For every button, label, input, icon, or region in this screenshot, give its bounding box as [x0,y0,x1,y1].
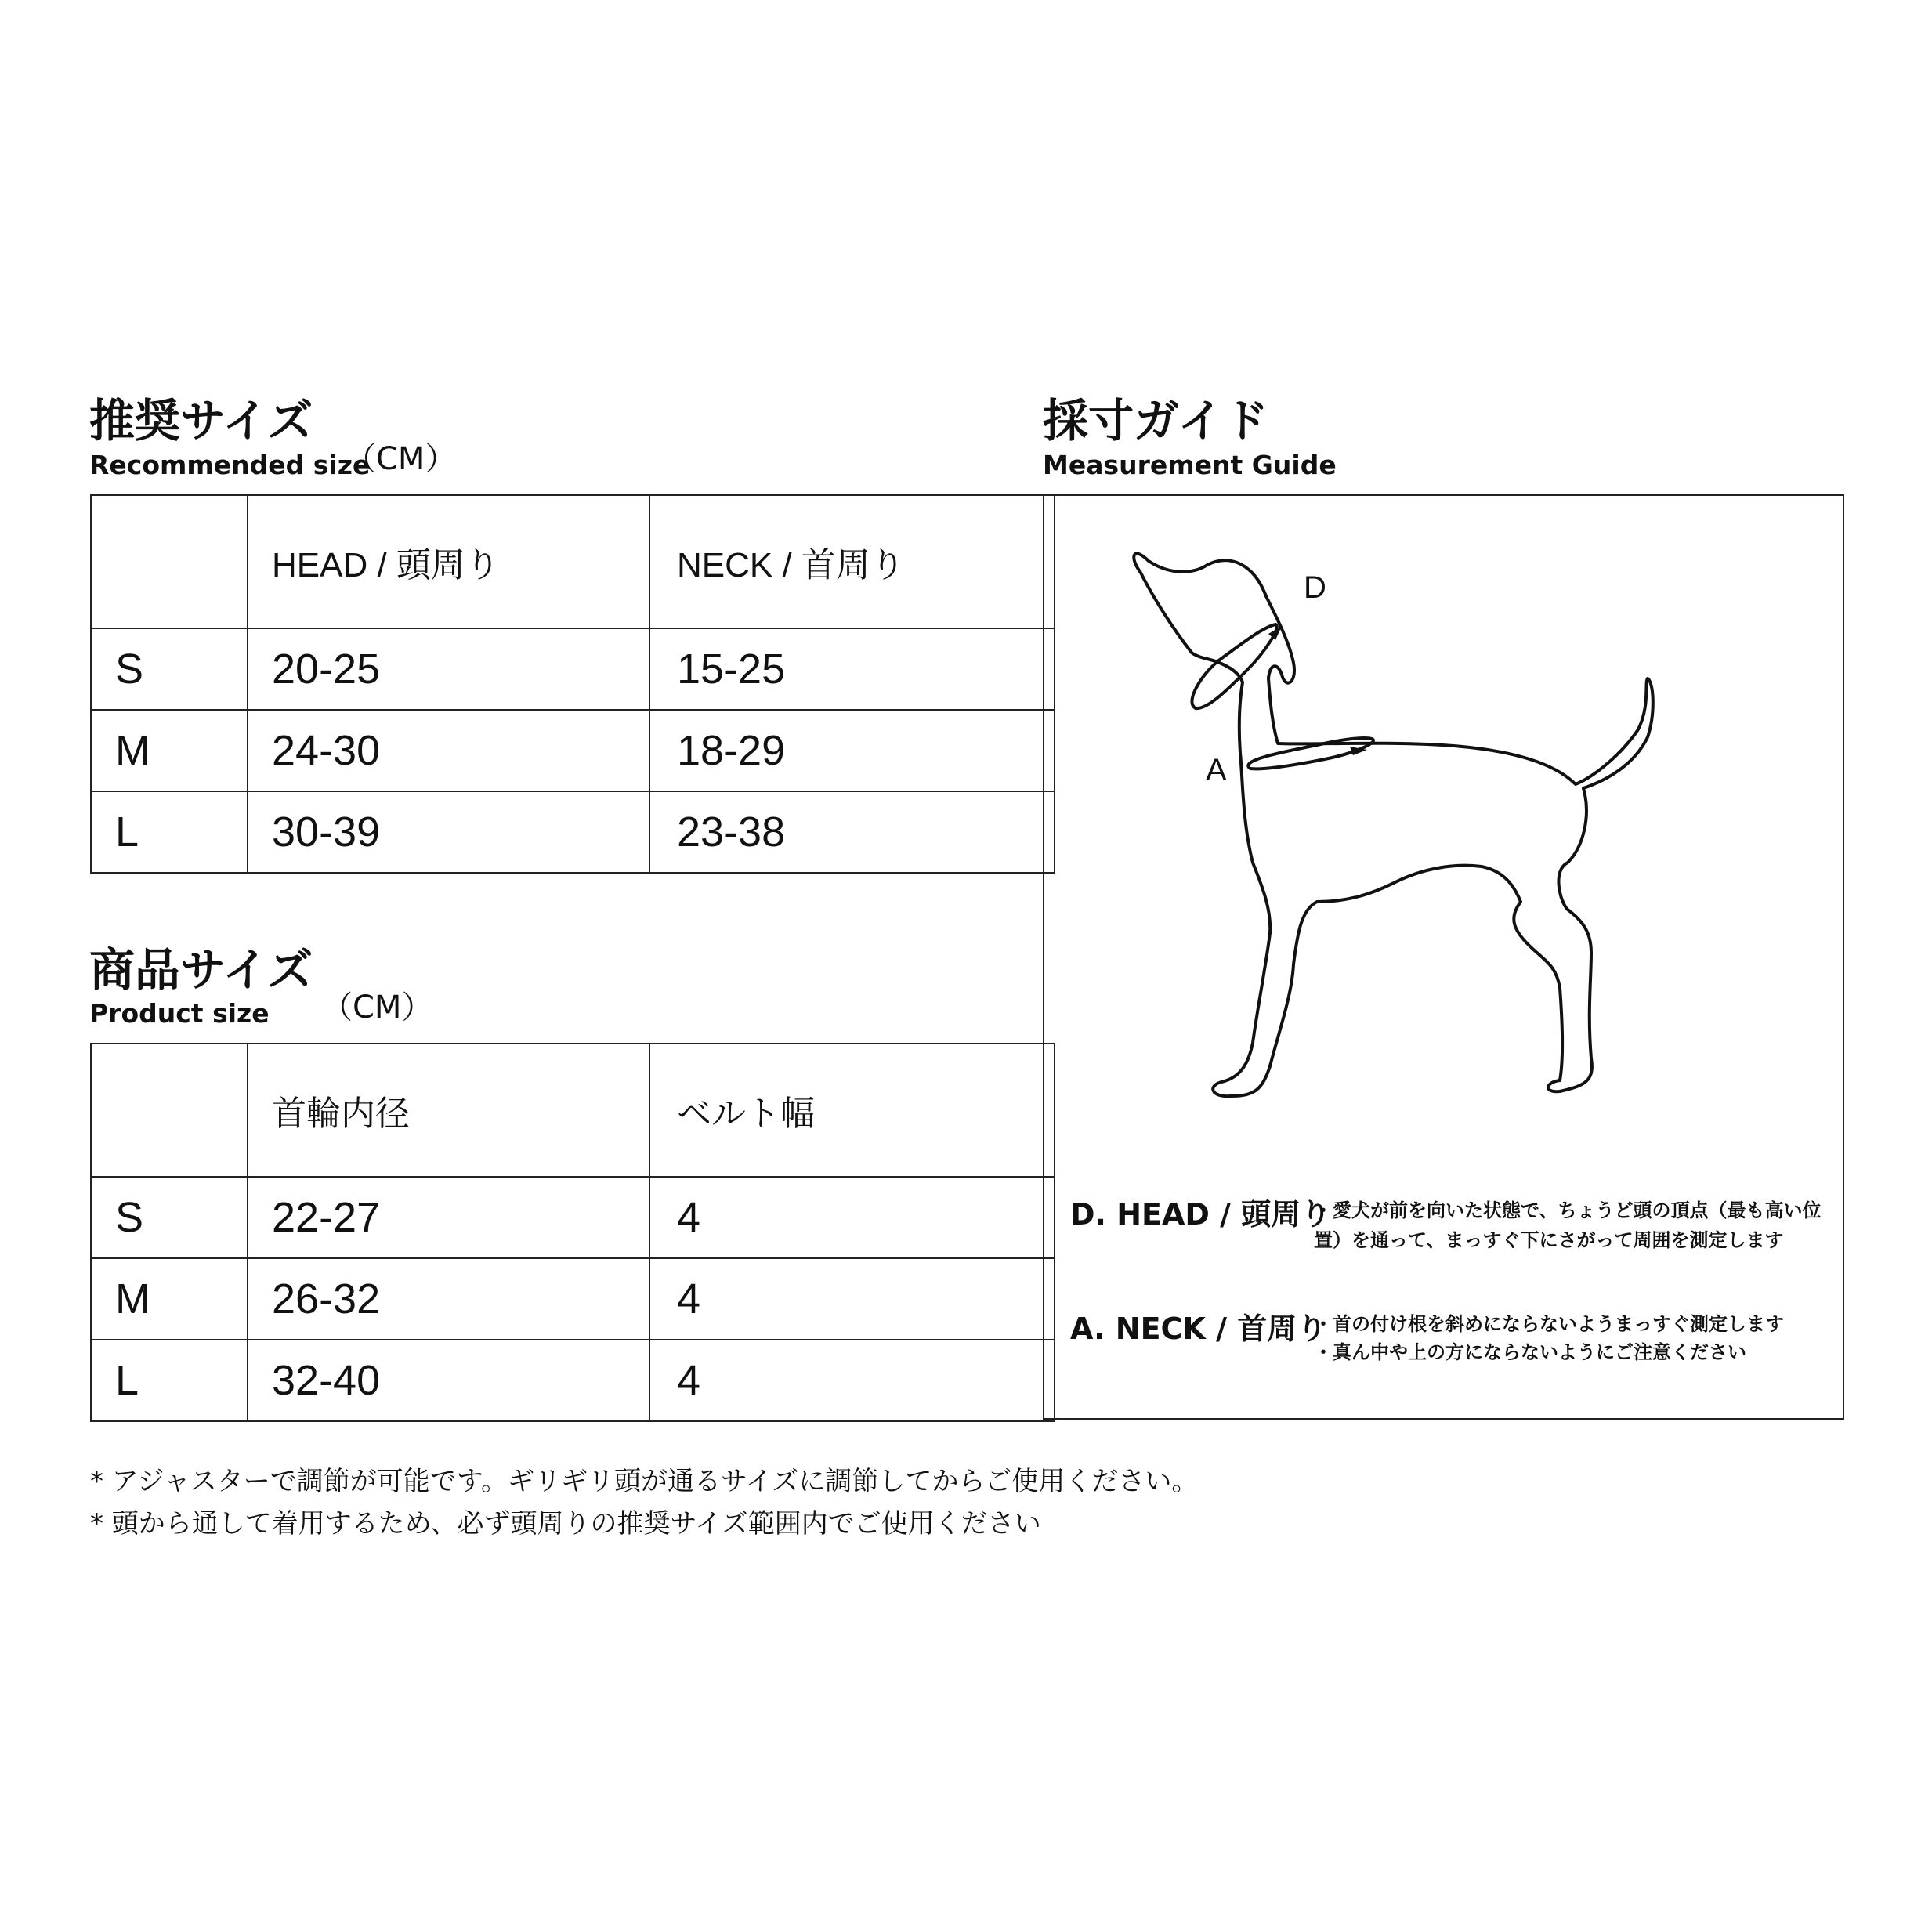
header-cell-empty [91,1044,248,1177]
recommended-size-unit: （CM） [345,441,457,477]
measurement-guide-title: 採寸ガイド [1043,394,1269,447]
header-cell-inner-diameter: 首輪内径 [248,1044,649,1177]
belt-width-cell: 4 [649,1340,1055,1421]
neck-cell: 15-25 [649,628,1055,710]
footnote-adjuster: * アジャスターで調節が可能です。ギリギリ頭が通るサイズに調節してからご使用ください。 [90,1466,1199,1497]
belt-width-cell: 4 [649,1258,1055,1340]
neck-cell: 18-29 [649,710,1055,791]
product-size-title: 商品サイズ [89,943,313,997]
size-cell: S [91,1177,248,1258]
size-cell: L [91,1340,248,1421]
header-cell-neck: NECK / 首周り [649,495,1055,628]
neck-cell: 23-38 [649,791,1055,873]
product-size-table [90,1043,1055,1422]
table-row [91,791,1055,873]
recommended-size-title: 推奨サイズ [89,394,313,447]
size-cell: S [91,628,248,710]
head-cell: 30-39 [248,791,649,873]
size-cell: M [91,1258,248,1340]
inner-diameter-cell: 32-40 [248,1340,649,1421]
neck-measure-note-1: ・首の付け根を斜めにならないようまっすぐ測定します [1314,1313,1784,1335]
header-cell-empty [91,495,248,628]
table-row [91,710,1055,791]
table-row [91,1340,1055,1421]
head-measure-note: ・愛犬が前を向いた状態で、ちょうど頭の頂点（最も高い位置）を通って、まっすぐ下にさがって周囲を測定します [1314,1199,1822,1251]
recommended-size-subtitle: Recommended size [89,450,371,480]
marker-a-label: A [1206,753,1227,787]
table-row [91,628,1055,710]
product-size-subtitle: Product size [89,998,270,1029]
table-header-row [91,1044,1055,1177]
head-measure-label: D. HEAD / 頭周り [1070,1197,1331,1232]
table-header-row [91,495,1055,628]
table-row [91,1258,1055,1340]
product-size-unit: （CM） [321,990,433,1026]
measurement-guide-subtitle: Measurement Guide [1043,450,1337,480]
inner-diameter-cell: 22-27 [248,1177,649,1258]
header-cell-head: HEAD / 頭周り [248,495,649,628]
table-row [91,1177,1055,1258]
head-cell: 24-30 [248,710,649,791]
neck-measure-label: A. NECK / 首周り [1070,1312,1327,1346]
size-cell: M [91,710,248,791]
marker-d-label: D [1304,570,1326,605]
recommended-size-table [90,494,1055,874]
size-cell: L [91,791,248,873]
footnote-head-size: * 頭から通して着用するため、必ず頭周りの推奨サイズ範囲内でご使用ください [90,1508,1041,1539]
header-cell-belt-width: ベルト幅 [649,1044,1055,1177]
neck-measure-note-2: ・真ん中や上の方にならないようにご注意ください [1314,1341,1746,1363]
belt-width-cell: 4 [649,1177,1055,1258]
dog-illustration [1043,494,1844,1121]
head-cell: 20-25 [248,628,649,710]
inner-diameter-cell: 26-32 [248,1258,649,1340]
